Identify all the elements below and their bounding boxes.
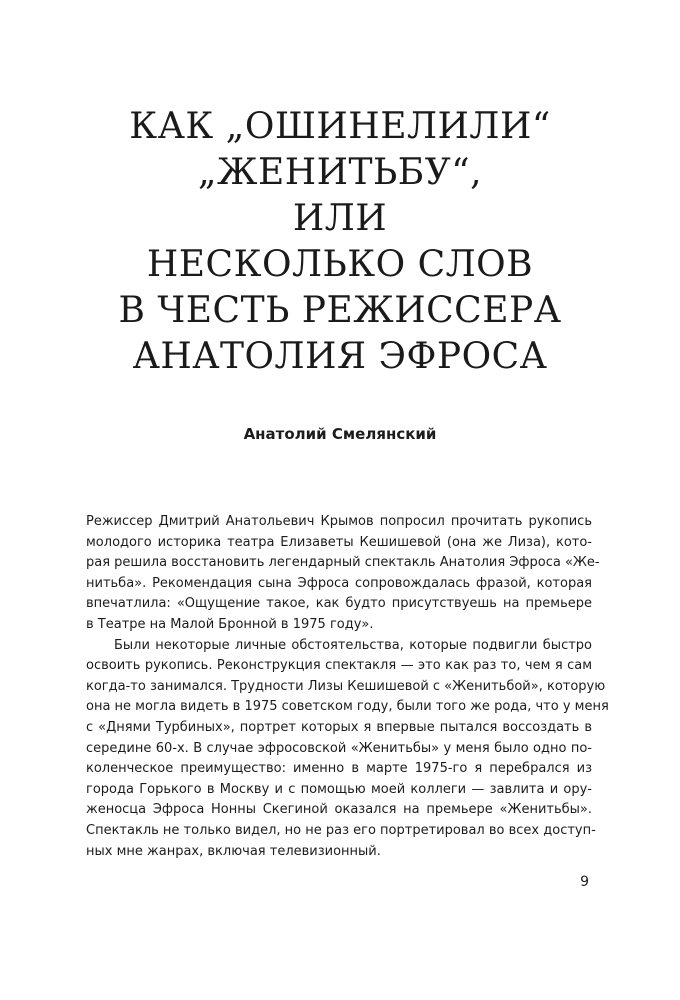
paragraph-2 xyxy=(86,636,609,863)
text-line: Режиссер Дмитрий Анатольевич Крымов попросил прочитать рукопись xyxy=(86,514,592,529)
body-text xyxy=(86,512,609,862)
text-line: впечатлила: «Ощущение такое, как будто присутствуешь на премьере xyxy=(86,596,592,612)
text-line: женосца Эфроса Нонны Скегиной оказался на премьере «Женитьбы». xyxy=(86,802,592,818)
text-line: нитьба». Рекомендация сына Эфроса сопровождалась фразой, которая xyxy=(86,575,592,591)
text-line: коленческое преимущество: именно в марте 1975-го я перебрался из xyxy=(86,761,592,777)
text-line: рая решила восстановить легендарный спектакль Анатолия Эфроса «Же- xyxy=(86,555,600,571)
paragraph-1 xyxy=(86,512,600,636)
chapter-title xyxy=(40,104,640,380)
title-line: НЕСКОЛЬКО СЛОВ xyxy=(146,244,534,285)
author-name: Анатолий Смелянский xyxy=(243,425,437,443)
title-line: АНАТОЛИЯ ЭФРОСА xyxy=(132,336,548,377)
title-line: „ЖЕНИТЬБУ“, xyxy=(197,152,483,193)
text-line: ных мне жанрах, включая телевизионный. xyxy=(86,843,381,859)
text-line: молодого историка театра Елизаветы Кешишевой (она же Лиза), кото- xyxy=(86,534,592,550)
text-line: в Театре на Малой Бронной в 1975 году». xyxy=(86,616,374,632)
title-line: ИЛИ xyxy=(292,198,388,239)
text-line: с «Днями Турбиных», портрет которых я впервые пытался воссоздать в xyxy=(86,719,592,735)
page-number: 9 xyxy=(580,874,589,890)
text-line: освоить рукопись. Реконструкция спектакля — это как раз то, чем я сам xyxy=(86,658,592,674)
text-line: Были некоторые личные обстоятельства, которые подвигли быстро xyxy=(114,637,592,653)
title-line: В ЧЕСТЬ РЕЖИССЕРА xyxy=(118,290,562,331)
title-line: КАК „ОШИНЕЛИЛИ“ xyxy=(129,106,551,147)
text-line: середине 60-х. В случае эфросовской «Женитьбы» у меня было одно по- xyxy=(86,740,592,756)
text-line: она не могла видеть в 1975 советском году, были того же рода, что у меня xyxy=(86,699,609,715)
text-line: Спектакль не только видел, но не раз его портретировал во всех доступ- xyxy=(86,822,596,838)
text-line: города Горького в Москву и с помощью моей коллеги — завлита и ору- xyxy=(86,781,592,797)
text-line: когда-то занимался. Трудности Лизы Кешишевой с «Женитьбой», которую xyxy=(86,678,606,694)
